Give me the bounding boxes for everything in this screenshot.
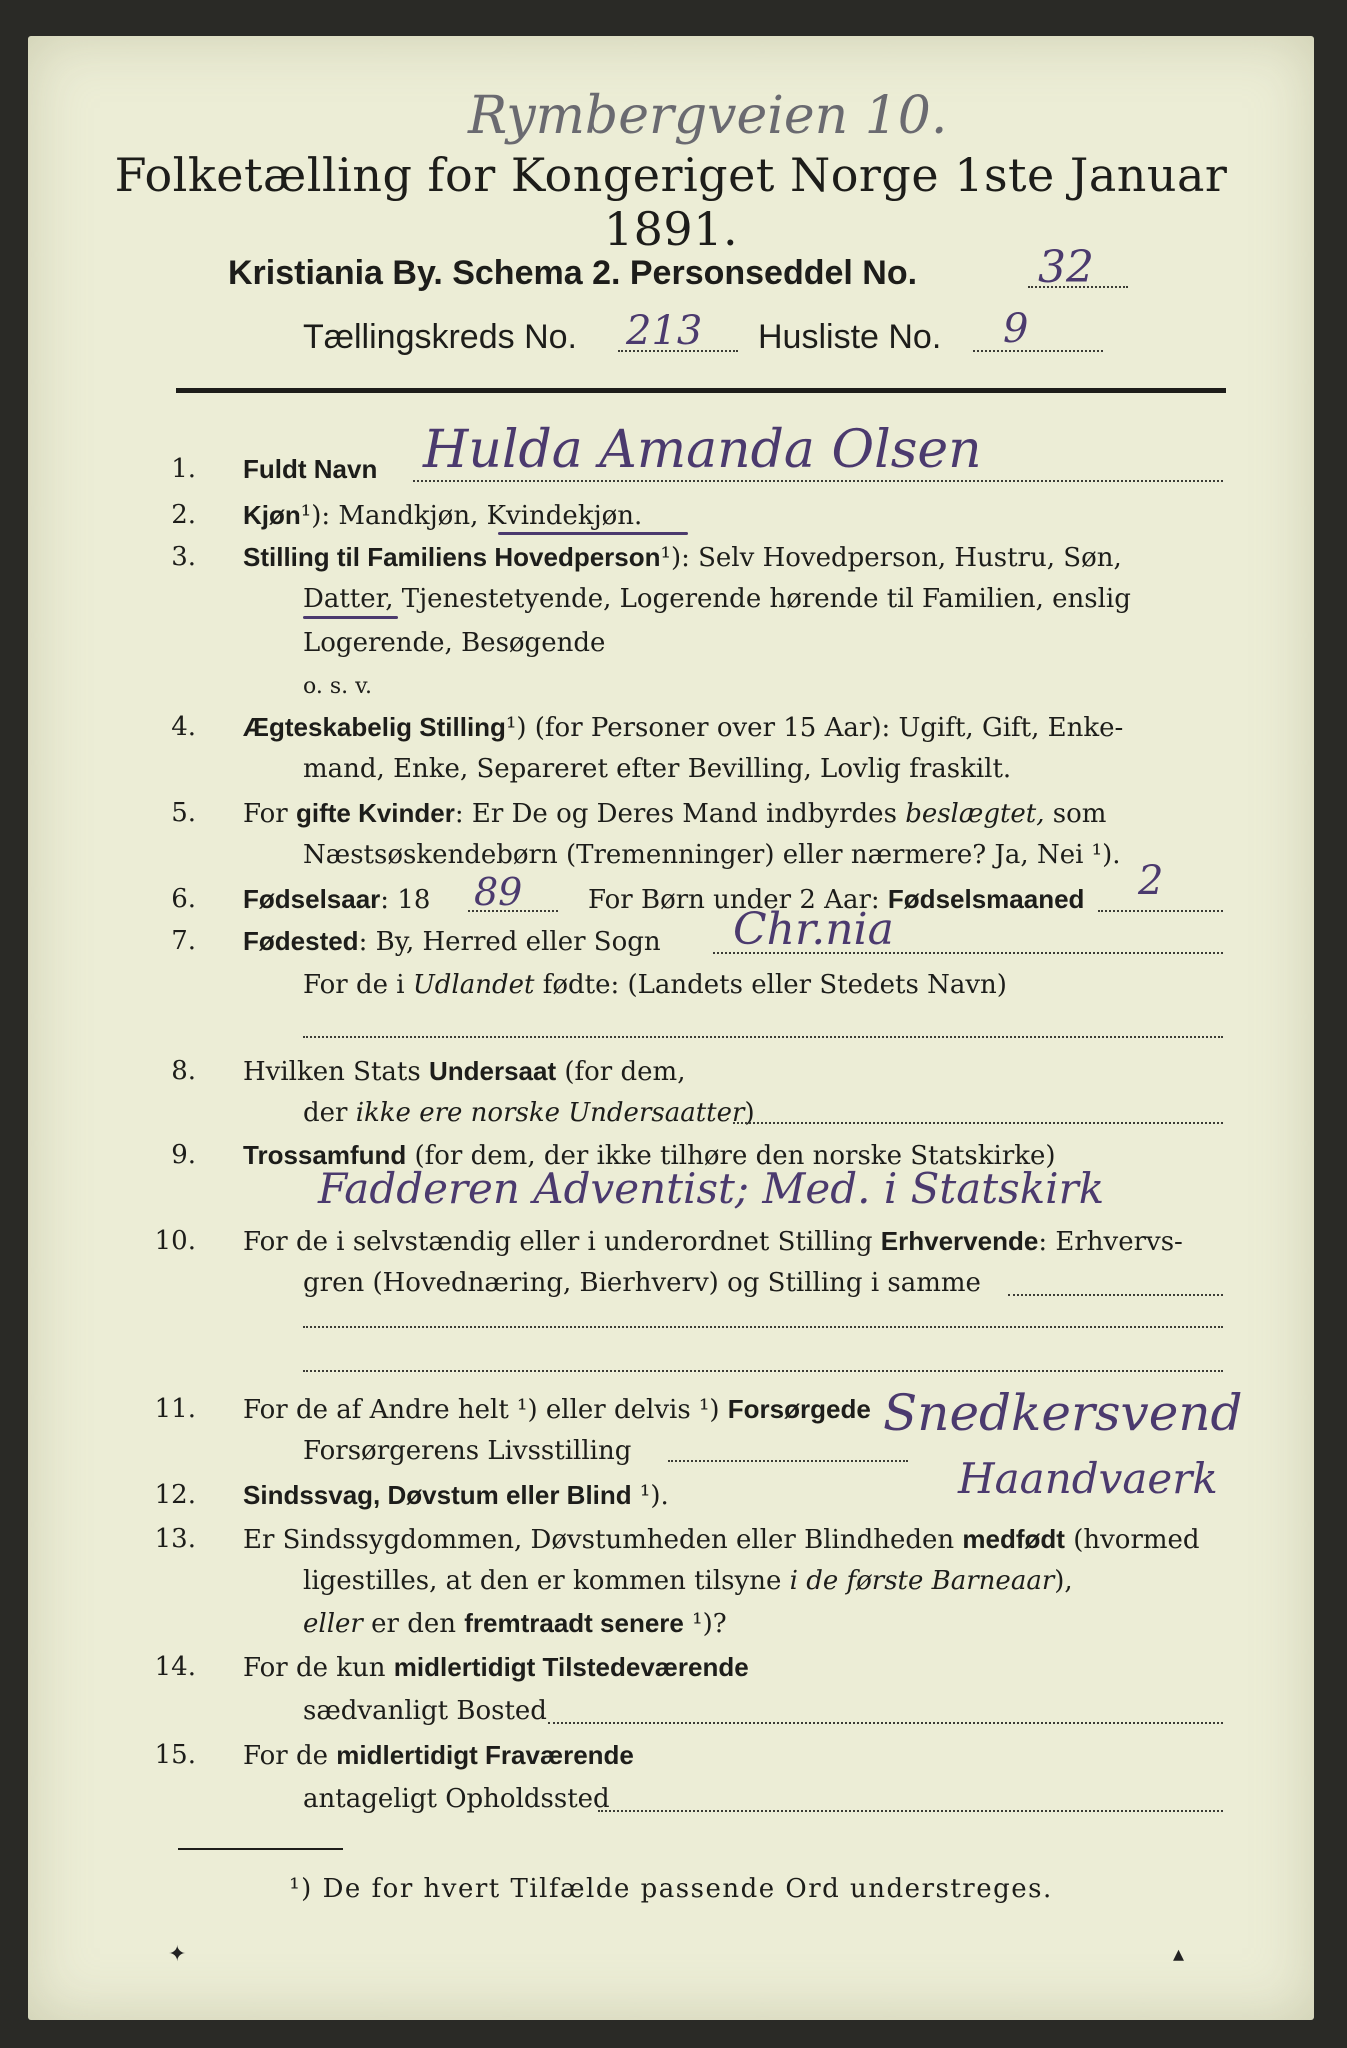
text: Er Sindssygdommen, Døvstumheden eller Blindheden bbox=[243, 1525, 963, 1555]
item-text: Datter, Tjenestetyende, Logerende hørende til Familien, enslig bbox=[303, 584, 1131, 614]
item-label bbox=[243, 1226, 1183, 1257]
text: beslægtet, bbox=[905, 799, 1045, 829]
header-rule bbox=[176, 388, 1226, 393]
item-label bbox=[243, 712, 1123, 743]
item-label bbox=[243, 798, 1106, 829]
item-label bbox=[243, 884, 430, 915]
footnote: ¹) De for hvert Tilfælde passende Ord understreges. bbox=[289, 1874, 1053, 1904]
text: : By, Herred eller Sogn bbox=[358, 927, 661, 957]
kreds-number: 213 bbox=[626, 308, 703, 354]
item-number: 5. bbox=[171, 798, 196, 828]
item-number: 13. bbox=[154, 1524, 196, 1554]
udland-dots bbox=[303, 1036, 1223, 1038]
item-number: 8. bbox=[171, 1056, 196, 1086]
text: (hvormed bbox=[1064, 1525, 1200, 1555]
aegteskab-options: ¹) (for Personer over 15 Aar): Ugift, Gift, Enke- bbox=[505, 713, 1124, 743]
item-text: gren (Hovednæring, Bierhverv) og Stilling i samme bbox=[303, 1268, 981, 1298]
undersaat-label: Undersaat bbox=[428, 1056, 557, 1086]
corner-mark-right: ▴ bbox=[1173, 1942, 1185, 1967]
item-label bbox=[243, 926, 661, 957]
item-number: 12. bbox=[154, 1480, 196, 1510]
item-text: o. s. v. bbox=[303, 674, 372, 699]
text: Hvilken Stats bbox=[243, 1057, 429, 1087]
undersaat-dots bbox=[733, 1122, 1223, 1124]
text: fødte: (Landets eller Stedets Navn) bbox=[534, 970, 1007, 1000]
item-number: 6. bbox=[171, 884, 196, 914]
item-number: 1. bbox=[171, 454, 196, 484]
text: For bbox=[243, 799, 296, 829]
item-label bbox=[243, 1056, 685, 1087]
text: eller bbox=[303, 1609, 363, 1639]
text: ¹)? bbox=[683, 1609, 727, 1639]
item-label bbox=[243, 1524, 1200, 1555]
opholdssted-dots bbox=[598, 1810, 1223, 1812]
fremtraadt-label: fremtraadt senere bbox=[464, 1608, 684, 1638]
text: : Er De og Deres Mand indbyrdes bbox=[454, 799, 906, 829]
text: (for dem, bbox=[556, 1057, 686, 1087]
item-text: antageligt Opholdssted bbox=[303, 1784, 610, 1814]
text: er den bbox=[362, 1609, 465, 1639]
item-text: Logerende, Besøgende bbox=[303, 628, 606, 658]
forsorger-dots bbox=[668, 1460, 908, 1462]
name-dots bbox=[413, 480, 1223, 482]
form-title: Folketælling for Kongeriget Norge 1ste Januar 1891. bbox=[114, 148, 1228, 256]
text: der bbox=[303, 1098, 356, 1128]
fodselsaar-label: Fødselsaar bbox=[243, 884, 381, 914]
erhverv-dots-1 bbox=[1008, 1294, 1223, 1296]
forsorgede-label: Forsørgede bbox=[727, 1394, 871, 1424]
text: : 18 bbox=[380, 885, 431, 915]
kjon-label: Kjøn bbox=[243, 500, 301, 530]
birth-year-handwriting: 89 bbox=[474, 870, 523, 914]
personseddel-number: 32 bbox=[1038, 242, 1094, 293]
item-text: Næstsøskendebørn (Tremenninger) eller nærmere? Ja, Nei ¹). bbox=[303, 840, 1121, 870]
item-number: 2. bbox=[171, 500, 196, 530]
text: For de kun bbox=[243, 1653, 394, 1683]
erhverv-dots-3 bbox=[303, 1370, 1223, 1372]
header-line-3 bbox=[303, 318, 577, 357]
item-number: 11. bbox=[154, 1394, 196, 1424]
header-line-2-text: Kristiania By. Schema 2. Personseddel No. bbox=[228, 254, 918, 292]
item-text: sædvanligt Bosted bbox=[303, 1696, 547, 1726]
item-text bbox=[303, 1608, 727, 1639]
item-number: 3. bbox=[171, 542, 196, 572]
kjon-options: ¹): Mandkjøn, Kvindekjøn. bbox=[300, 501, 643, 531]
trossamfund-label: Trossamfund bbox=[243, 1140, 407, 1170]
stilling-options: ¹): Selv Hovedperson, Hustru, Søn, bbox=[660, 543, 1122, 573]
item-text bbox=[303, 970, 1007, 1000]
birthplace-handwriting: Chr.nia bbox=[733, 904, 894, 955]
name-handwriting: Hulda Amanda Olsen bbox=[423, 420, 982, 480]
item-number: 4. bbox=[171, 712, 196, 742]
medfodt-label: medfødt bbox=[962, 1524, 1065, 1554]
text: ), bbox=[1054, 1566, 1073, 1596]
text: i de første Barneaar bbox=[789, 1566, 1055, 1596]
text: For de i selvstændig eller i underordnet Stilling bbox=[243, 1227, 881, 1257]
text: ) bbox=[744, 1098, 755, 1128]
kvindekjon-underline bbox=[498, 532, 688, 535]
text: For Børn under 2 Aar: bbox=[588, 885, 888, 915]
item-label bbox=[243, 500, 642, 531]
kreds-label: Tællingskreds No. bbox=[303, 318, 577, 356]
erhverv-dots-2 bbox=[303, 1326, 1223, 1328]
provider-occupation-handwriting: Snedkersvend bbox=[883, 1384, 1243, 1442]
gifte-kvinder-label: gifte Kvinder bbox=[295, 798, 455, 828]
text: Udlandet bbox=[412, 970, 535, 1000]
aegteskab-label: Ægteskabelig Stilling bbox=[243, 712, 506, 742]
tilstedevaerende-label: midlertidigt Tilstedeværende bbox=[393, 1652, 749, 1682]
fodselsmaaned-label: Fødselsmaaned bbox=[887, 884, 1085, 914]
item-text bbox=[303, 1566, 1073, 1596]
item-number: 7. bbox=[171, 926, 196, 956]
item-text bbox=[303, 1098, 755, 1128]
datter-underline bbox=[303, 616, 398, 619]
item-label bbox=[243, 1394, 871, 1425]
address-handwriting: Rymbergveien 10. bbox=[468, 86, 948, 146]
text: : Erhvervs- bbox=[1038, 1227, 1183, 1257]
text: som bbox=[1044, 799, 1107, 829]
bosted-dots bbox=[548, 1722, 1223, 1724]
item-number: 10. bbox=[154, 1226, 196, 1256]
item-label bbox=[243, 1740, 634, 1771]
footnote-rule bbox=[178, 1848, 343, 1850]
birth-month-handwriting: 2 bbox=[1138, 858, 1164, 904]
text: For de af Andre helt ¹) eller delvis ¹) bbox=[243, 1395, 728, 1425]
item-number: 15. bbox=[154, 1740, 196, 1770]
month-dots bbox=[1098, 910, 1223, 912]
text: ikke ere norske Undersaatter bbox=[355, 1098, 745, 1128]
stilling-label: Stilling til Familiens Hovedperson bbox=[243, 542, 661, 572]
husliste-number: 9 bbox=[1003, 306, 1029, 352]
item-text: Forsørgerens Livsstilling bbox=[303, 1436, 632, 1466]
text: For de i bbox=[303, 970, 413, 1000]
item-number: 14. bbox=[154, 1652, 196, 1682]
religion-handwriting: Fadderen Adventist; Med. i Statskirk bbox=[318, 1164, 1105, 1213]
text: ligestilles, at den er kommen tilsyne bbox=[303, 1566, 790, 1596]
sindssvag-label: Sindssvag, Døvstum eller Blind bbox=[243, 1480, 632, 1510]
item-label bbox=[243, 1480, 669, 1511]
erhvervende-label: Erhvervende bbox=[880, 1226, 1039, 1256]
fravaerende-label: midlertidigt Fraværende bbox=[336, 1740, 634, 1770]
census-form bbox=[28, 36, 1314, 2020]
fodested-label: Fødested bbox=[243, 926, 359, 956]
text: (for dem, der ikke tilhøre den norske Statskirke) bbox=[406, 1141, 1056, 1171]
item-label bbox=[243, 542, 1122, 573]
item-number: 9. bbox=[171, 1140, 196, 1170]
item-label bbox=[243, 1652, 749, 1683]
item-label: Fuldt Navn bbox=[243, 454, 378, 484]
husliste-dots bbox=[973, 350, 1103, 352]
header-line-2 bbox=[228, 254, 917, 293]
corner-mark-left: ✦ bbox=[168, 1942, 187, 1967]
item-text: mand, Enke, Separeret efter Bevilling, Lovlig fraskilt. bbox=[303, 754, 1012, 784]
husliste-label: Husliste No. bbox=[758, 318, 942, 356]
text: For de bbox=[243, 1741, 337, 1771]
provider-trade-handwriting: Haandvaerk bbox=[958, 1454, 1218, 1503]
text: ¹). bbox=[631, 1481, 669, 1511]
